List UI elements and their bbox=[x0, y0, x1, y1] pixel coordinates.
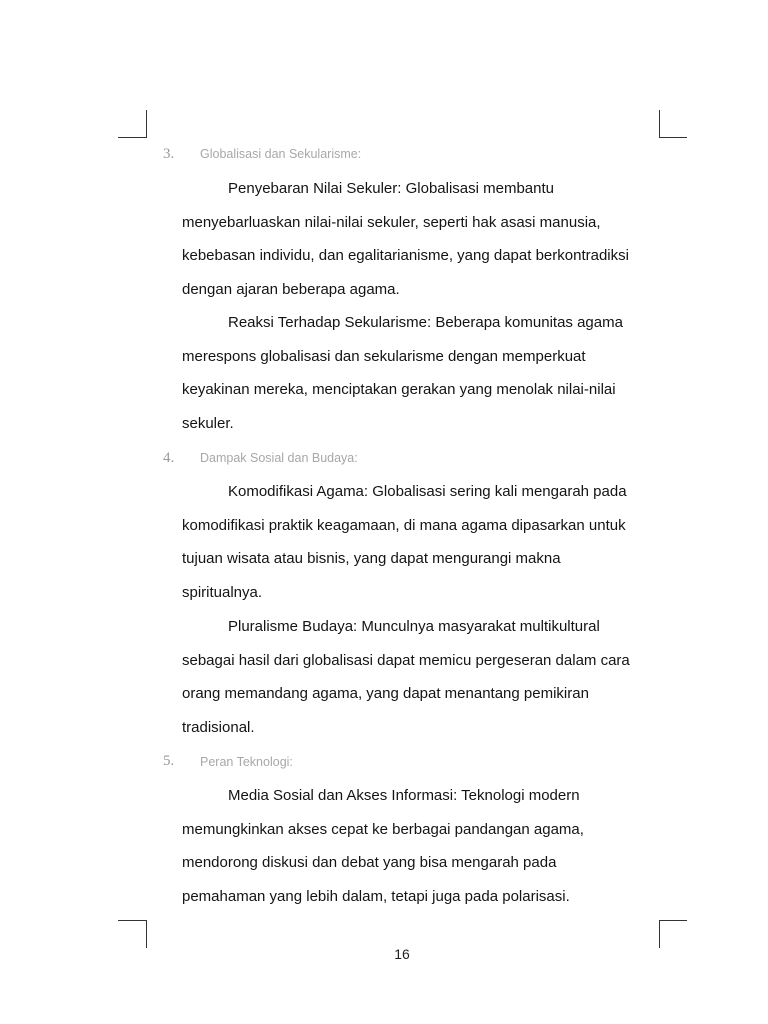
paragraph-line: memungkinkan akses cepat ke berbagai pandangan agama, bbox=[182, 820, 584, 838]
paragraph-line: sebagai hasil dari globalisasi dapat memicu pergeseran dalam cara bbox=[182, 651, 630, 669]
paragraph-line: mendorong diskusi dan debat yang bisa mengarah pada bbox=[182, 854, 557, 872]
paragraph-line: Komodifikasi Agama: Globalisasi sering kali mengarah pada bbox=[228, 483, 627, 500]
paragraph-line: Reaksi Terhadap Sekularisme: Beberapa komunitas agama bbox=[228, 314, 623, 331]
section-heading: Peran Teknologi: bbox=[200, 755, 293, 769]
paragraph bbox=[182, 475, 652, 609]
crop-mark-bottom-left-vertical bbox=[146, 920, 147, 948]
list-number: 5. bbox=[163, 753, 175, 769]
paragraph-line: orang memandang agama, yang dapat menantang pemikiran bbox=[182, 685, 589, 703]
section-heading: Globalisasi dan Sekularisme: bbox=[200, 147, 362, 161]
list-number: 4. bbox=[163, 450, 175, 466]
paragraph-line: kebebasan individu, dan egalitarianisme, yang dapat berkontradiksi bbox=[182, 247, 629, 265]
page-number: 16 bbox=[394, 946, 410, 962]
crop-mark-bottom-right-vertical bbox=[659, 920, 660, 948]
paragraph bbox=[182, 306, 652, 440]
list-number: 3. bbox=[163, 146, 175, 162]
paragraph-line: komodifikasi praktik keagamaan, di mana agama dipasarkan untuk bbox=[182, 516, 626, 534]
section-heading: Dampak Sosial dan Budaya: bbox=[200, 451, 358, 465]
paragraph bbox=[182, 172, 652, 306]
crop-mark-top-left-vertical bbox=[146, 110, 147, 138]
crop-mark-top-left-horizontal bbox=[118, 137, 146, 138]
crop-mark-bottom-left-horizontal bbox=[118, 920, 146, 921]
crop-mark-bottom-right-horizontal bbox=[659, 920, 687, 921]
paragraph-line: Media Sosial dan Akses Informasi: Teknologi modern bbox=[228, 787, 580, 804]
paragraph-line: keyakinan mereka, menciptakan gerakan yang menolak nilai-nilai bbox=[182, 381, 616, 399]
crop-mark-top-right-horizontal bbox=[659, 137, 687, 138]
paragraph-line: Pluralisme Budaya: Munculnya masyarakat multikultural bbox=[228, 618, 600, 635]
paragraph-line: spiritualnya. bbox=[182, 583, 263, 601]
crop-mark-top-right-vertical bbox=[659, 110, 660, 138]
paragraph-line: dengan ajaran beberapa agama. bbox=[182, 280, 400, 298]
paragraph bbox=[182, 779, 652, 913]
paragraph bbox=[182, 610, 652, 744]
paragraph-line: sekuler. bbox=[182, 414, 234, 432]
paragraph-line: tradisional. bbox=[182, 718, 255, 736]
paragraph-line: tujuan wisata atau bisnis, yang dapat mengurangi makna bbox=[182, 550, 561, 568]
paragraph-line: pemahaman yang lebih dalam, tetapi juga pada polarisasi. bbox=[182, 887, 570, 905]
paragraph-line: merespons globalisasi dan sekularisme dengan memperkuat bbox=[182, 347, 586, 365]
paragraph-line: Penyebaran Nilai Sekuler: Globalisasi membantu bbox=[228, 180, 555, 197]
paragraph-line: menyebarluaskan nilai-nilai sekuler, seperti hak asasi manusia, bbox=[182, 213, 601, 231]
